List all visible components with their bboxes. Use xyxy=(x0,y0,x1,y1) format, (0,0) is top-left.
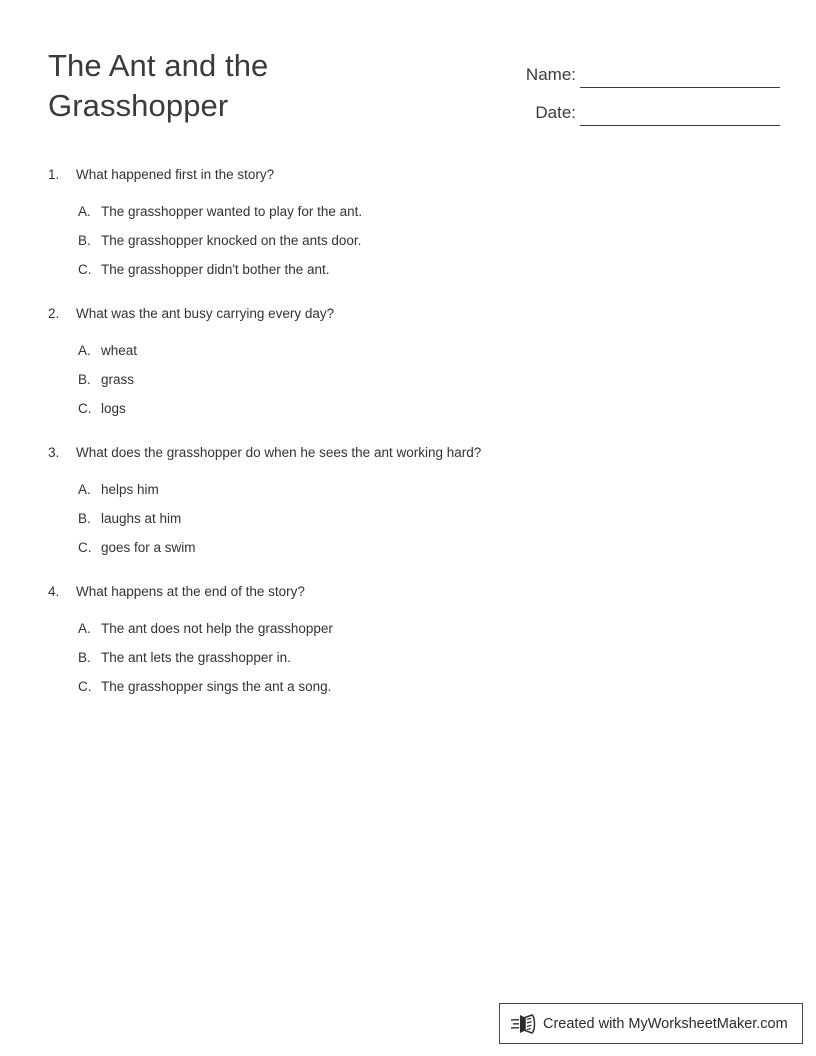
option-letter: C. xyxy=(78,679,92,694)
question-prompt xyxy=(0,583,816,601)
option-text: goes for a swim xyxy=(101,540,196,555)
option-item[interactable] xyxy=(78,539,816,557)
option-item[interactable] xyxy=(78,232,816,250)
option-letter: B. xyxy=(78,233,91,248)
page-title: The Ant and the Grasshopper xyxy=(48,48,269,123)
question-number: 1. xyxy=(48,167,60,182)
date-field-row xyxy=(500,88,780,126)
option-item[interactable] xyxy=(78,620,816,638)
option-letter: C. xyxy=(78,540,92,555)
option-item[interactable] xyxy=(78,203,816,221)
option-letter: B. xyxy=(78,511,91,526)
option-text: The grasshopper wanted to play for the ant. xyxy=(101,204,363,219)
question-text: What was the ant busy carrying every day? xyxy=(76,306,335,321)
question-block xyxy=(0,583,816,696)
question-number: 2. xyxy=(48,306,60,321)
option-text: laughs at him xyxy=(101,511,182,526)
question-text: What does the grasshopper do when he sees the ant working hard? xyxy=(76,445,482,460)
name-input[interactable] xyxy=(580,65,780,88)
option-letter: B. xyxy=(78,372,91,387)
option-letter: A. xyxy=(78,343,91,358)
option-item[interactable] xyxy=(78,371,816,389)
question-prompt xyxy=(0,166,816,184)
question-list xyxy=(0,166,816,722)
option-list xyxy=(0,203,816,279)
option-letter: C. xyxy=(78,262,92,277)
option-text: The grasshopper didn't bother the ant. xyxy=(101,262,330,277)
option-item[interactable] xyxy=(78,649,816,667)
worksheet-header xyxy=(0,0,816,150)
name-field-row xyxy=(500,50,780,88)
name-date-fields xyxy=(500,50,780,126)
date-label: Date: xyxy=(535,103,576,122)
option-item[interactable] xyxy=(78,261,816,279)
option-text: helps him xyxy=(101,482,159,497)
option-text: The grasshopper sings the ant a song. xyxy=(101,679,332,694)
option-letter: C. xyxy=(78,401,92,416)
date-input[interactable] xyxy=(580,103,780,126)
question-number: 3. xyxy=(48,445,60,460)
option-item[interactable] xyxy=(78,678,816,696)
question-text: What happened first in the story? xyxy=(76,167,275,182)
option-text: The grasshopper knocked on the ants door. xyxy=(101,233,362,248)
question-text: What happens at the end of the story? xyxy=(76,584,305,599)
option-item[interactable] xyxy=(78,342,816,360)
option-text: logs xyxy=(101,401,126,416)
option-list xyxy=(0,342,816,418)
question-block xyxy=(0,444,816,557)
option-text: grass xyxy=(101,372,135,387)
question-number: 4. xyxy=(48,584,60,599)
option-letter: A. xyxy=(78,204,91,219)
question-block xyxy=(0,305,816,418)
option-letter: A. xyxy=(78,621,91,636)
badge-label: Created with MyWorksheetMaker.com xyxy=(543,1015,788,1032)
question-prompt xyxy=(0,305,816,323)
option-letter: B. xyxy=(78,650,91,665)
created-with-badge[interactable] xyxy=(499,1003,803,1044)
option-text: The ant lets the grasshopper in. xyxy=(101,650,291,665)
option-list xyxy=(0,620,816,696)
option-item[interactable] xyxy=(78,481,816,499)
option-letter: A. xyxy=(78,482,91,497)
option-text: wheat xyxy=(101,343,138,358)
option-text: The ant does not help the grasshopper xyxy=(101,621,333,636)
name-label: Name: xyxy=(525,65,576,84)
option-item[interactable] xyxy=(78,510,816,528)
worksheet-maker-logo-icon xyxy=(511,1012,537,1036)
question-prompt xyxy=(0,444,816,462)
option-item[interactable] xyxy=(78,400,816,418)
question-block xyxy=(0,166,816,279)
option-list xyxy=(0,481,816,557)
